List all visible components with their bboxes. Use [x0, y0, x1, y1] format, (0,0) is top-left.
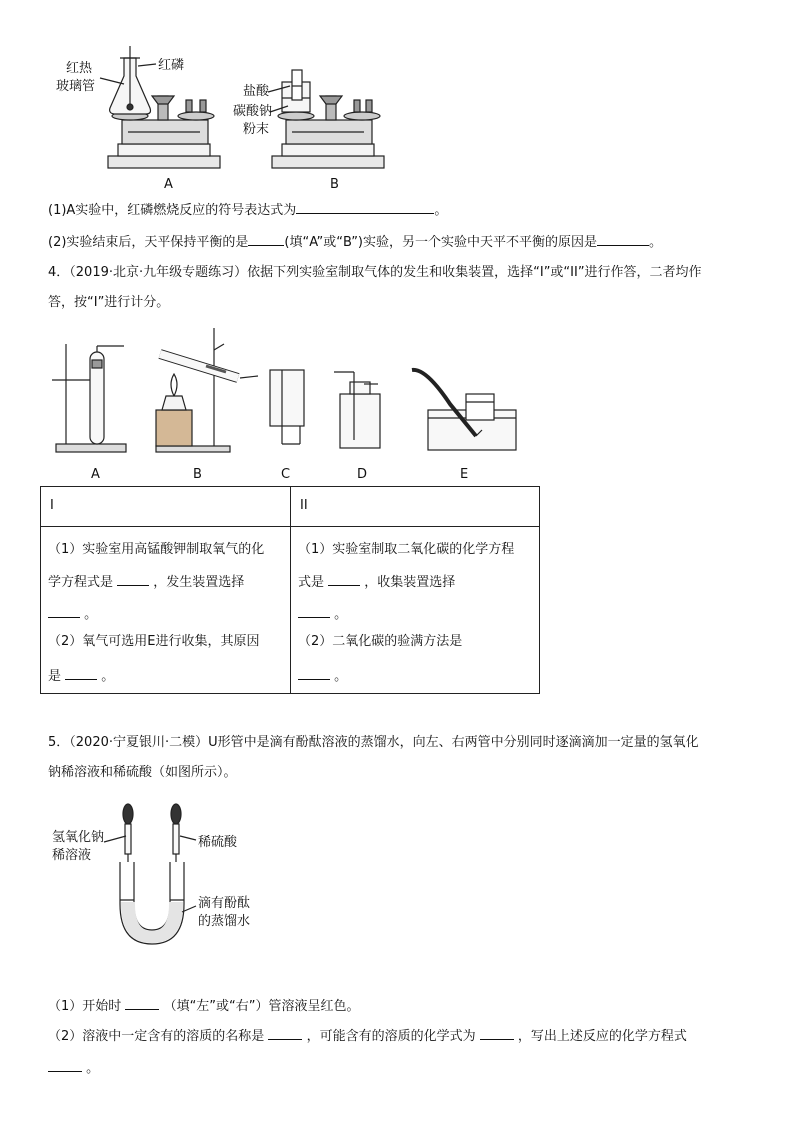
caption-apparatus-a: A	[91, 467, 100, 482]
col1-line-2-text-b: ，发生装置选择	[153, 575, 245, 590]
label-dilute-solution: 稀溶液	[52, 848, 92, 863]
label-phenolphthalein: 滴有酚酞	[198, 896, 251, 911]
caption-b: B	[330, 177, 339, 192]
q5-2-text-c: ，写出上述反应的化学方程式	[517, 1029, 687, 1044]
q4-title-line-1: 4．（2019·北京·九年级专题练习）依据下列实验室制取气体的发生和收集装置，选择“I”或“II”进行作答，二者均作	[48, 265, 702, 280]
caption-apparatus-b: B	[193, 467, 202, 482]
q3-2-end: 。	[649, 235, 663, 250]
q5-2-text-b: ，可能含有的溶质的化学式为	[306, 1029, 476, 1044]
col1-line-1: （1）实验室用高锰酸钾制取氧气的化	[48, 542, 265, 557]
q5-line-1	[48, 995, 360, 1017]
label-red-phosphorus: 红磷	[158, 58, 185, 73]
label-distilled-water: 的蒸馏水	[198, 914, 251, 929]
q5-1-text: （1）开始时	[48, 999, 122, 1014]
q5-line-3	[48, 1057, 99, 1079]
q5-title-line-2: 钠稀溶液和稀硫酸（如图所示）。	[48, 765, 237, 780]
col2-line-2-text: 式是	[298, 575, 325, 590]
label-powder: 粉末	[243, 122, 270, 137]
label-sodium-carbonate: 碳酸钠	[233, 104, 273, 119]
col2-line-2-text-b: ，收集装置选择	[364, 575, 456, 590]
caption-a: A	[164, 177, 173, 192]
q3-2-text: (2)实验结束后，天平保持平衡的是	[48, 235, 249, 250]
q5-line-2	[48, 1025, 687, 1047]
q5-title-line-1: 5．（2020·宁夏银川·二模）U形管中是滴有酚酞溶液的蒸馏水，向左、右两管中分别同时逐滴滴加一定量的氢氧化	[48, 735, 699, 750]
col1-line-5-end: 。	[101, 669, 115, 684]
q5-2-end: 。	[86, 1061, 100, 1076]
label-hydrochloric-acid: 盐酸	[243, 84, 270, 99]
caption-apparatus-d: D	[357, 467, 368, 482]
label-glass-tube: 玻璃管	[56, 79, 96, 94]
q3-2-text-mid: (填“A”或“B”)实验，另一个实验中天平不平衡的原因是	[284, 235, 597, 250]
col1-line-5-text: 是	[48, 669, 62, 684]
col1-line-4: （2）氧气可选用E进行收集，其原因	[48, 634, 260, 649]
col2-line-3-end: 。	[334, 607, 348, 622]
q3-1-end: 。	[434, 203, 448, 218]
table-header-ii-label: II	[300, 498, 308, 513]
q3-1-text: (1)A实验中，红磷燃烧反应的符号表达式为	[48, 203, 297, 218]
col2-line-1: （1）实验室制取二氧化碳的化学方程	[298, 542, 515, 557]
table-header-i-label: I	[50, 498, 54, 513]
col2-line-5-end: 。	[334, 669, 348, 684]
q5-2-answer-blank-3[interactable]	[48, 1057, 82, 1072]
caption-apparatus-e: E	[460, 467, 469, 482]
label-red-hot: 红热	[66, 61, 93, 76]
caption-apparatus-c: C	[281, 467, 291, 482]
q5-2-text: （2）溶液中一定含有的溶质的名称是	[48, 1029, 265, 1044]
label-dilute-sulfuric-acid: 稀硫酸	[198, 835, 238, 850]
col1-line-2-text: 学方程式是	[48, 575, 114, 590]
label-naoh: 氢氧化钠	[52, 830, 105, 845]
q5-1-answer-blank[interactable]	[125, 995, 159, 1010]
q5-2-answer-blank-1[interactable]	[268, 1025, 302, 1040]
col2-line-4: （2）二氧化碳的验满方法是	[298, 634, 463, 649]
q4-title-line-2: 答，按“I”进行计分。	[48, 295, 170, 310]
col1-line-3-end: 。	[84, 607, 98, 622]
q5-1-text-b: （填“左”或“右”）管溶液呈红色。	[163, 999, 360, 1014]
q5-2-answer-blank-2[interactable]	[480, 1025, 514, 1040]
